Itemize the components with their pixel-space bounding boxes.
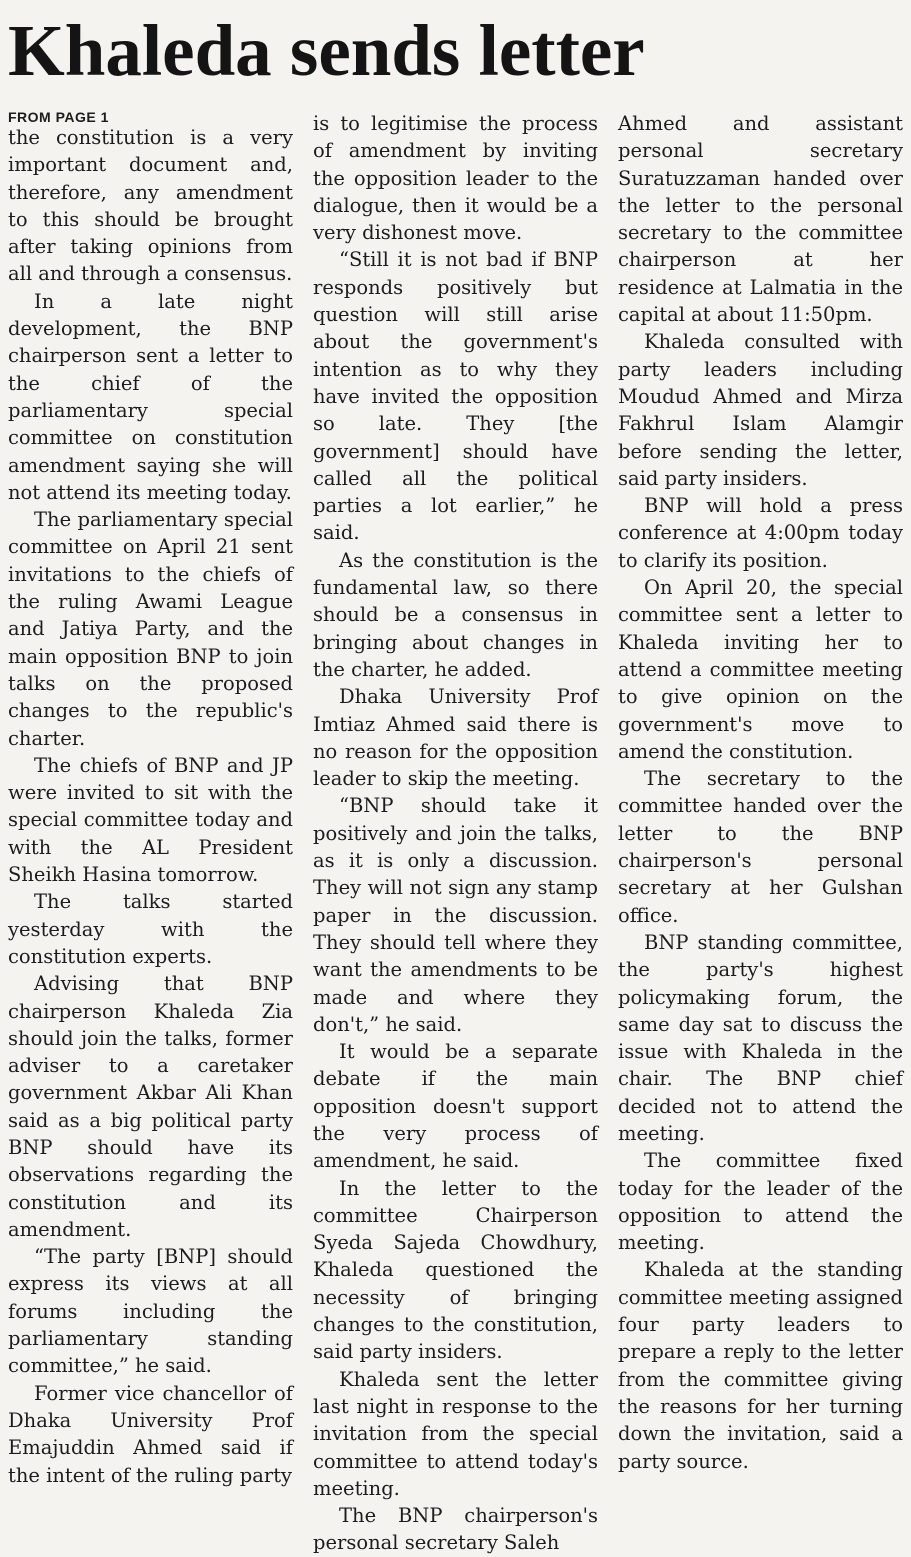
paragraph: “The party [BNP] should express its views at all forums including the parliamentary standing committee,” he said. xyxy=(8,1245,293,1378)
headline: Khaleda sends letter xyxy=(8,10,645,91)
paragraph: On April 20, the special committee sent a letter to Khaleda inviting her to attend a committee meeting to give opinion on the government's move to amend the constitution. xyxy=(618,576,903,763)
column-3 xyxy=(618,110,903,1557)
paragraph: It would be a separate debate if the main opposition doesn't support the very process of amendment, he said. xyxy=(313,1040,598,1173)
paragraph: The BNP chairperson's personal secretary Saleh xyxy=(313,1504,598,1555)
paragraph: BNP will hold a press conference at 4:00pm today to clarify its position. xyxy=(618,494,903,572)
paragraph: BNP standing committee, the party's highest policymaking forum, the same day sat to discuss the issue with Khaleda in the chair. The BNP chief decided not to attend the meeting. xyxy=(618,930,903,1145)
paragraph: is to legitimise the process of amendment by inviting the opposition leader to the dialogue, then it would be a very dishonest move. xyxy=(313,112,598,245)
paragraph: Former vice chancellor of Dhaka University Prof Emajuddin Ahmed said if the intent of the ruling party xyxy=(8,1381,293,1487)
paragraph: The committee fixed today for the leader of the opposition to attend the meeting. xyxy=(618,1149,903,1255)
paragraph: Khaleda at the standing committee meeting assigned four party leaders to prepare a reply to the letter from the committee giving the reasons for her turning down the invitation, said a party source. xyxy=(618,1258,903,1473)
paragraph: The chiefs of BNP and JP were invited to sit with the special committee today and with the AL President Sheikh Hasina tomorrow. xyxy=(8,753,293,887)
paragraph: The talks started yesterday with the constitution experts. xyxy=(8,890,293,968)
article-body xyxy=(8,110,903,1557)
paragraph: The parliamentary special committee on April 21 sent invitations to the chiefs of the ruling Awami League and Jatiya Party, and the main opposition BNP to join talks on the proposed changes to the republic's charter. xyxy=(8,508,293,750)
paragraph: As the constitution is the fundamental law, so there should be a consensus in bringing about changes in the charter, he added. xyxy=(313,548,598,681)
paragraph: “Still it is not bad if BNP responds positively but question will still arise about the government's intention as to why they have invited the opposition so late. They [the government] should have called all the political parties a lot earlier,” he said. xyxy=(313,248,598,545)
column-1 xyxy=(8,110,293,1557)
paragraph: In a late night development, the BNP chairperson sent a letter to the chief of the parliamentary special committee on constitution amendment saying she will not attend its meeting today. xyxy=(8,289,293,504)
paragraph: Khaleda sent the letter last night in response to the invitation from the special committee to attend today's meeting. xyxy=(313,1367,598,1500)
paragraph: Ahmed and assistant personal secretary Suratuzzaman handed over the letter to the personal secretary to the committee chairperson at her residence at Lalmatia in the capital at about 11:50pm. xyxy=(618,112,903,327)
column-2 xyxy=(313,110,598,1557)
paragraph: In the letter to the committee Chairperson Syeda Sajeda Chowdhury, Khaleda questioned the necessity of bringing changes to the constitution, said party insiders. xyxy=(313,1176,598,1364)
paragraph: Dhaka University Prof Imtiaz Ahmed said there is no reason for the opposition leader to skip the meeting. xyxy=(313,685,598,791)
paragraph: the constitution is a very important document and, therefore, any amendment to this should be brought after taking opinions from all and through a consensus. xyxy=(8,126,293,286)
kicker: FROM PAGE 1 xyxy=(8,109,109,125)
paragraph: “BNP should take it positively and join the talks, as it is only a discussion. They will not sign any stamp paper in the discussion. They should tell where they want the amendments to be made and where they don't,” he said. xyxy=(313,794,598,1036)
paragraph: Advising that BNP chairperson Khaleda Zia should join the talks, former adviser to a caretaker government Akbar Ali Khan said as a big political party BNP should have its observations regarding the constitution and its amendment. xyxy=(8,972,293,1241)
paragraph: Khaleda consulted with party leaders including Moudud Ahmed and Mirza Fakhrul Islam Alamgir before sending the letter, said party insiders. xyxy=(618,330,903,490)
paragraph: The secretary to the committee handed over the letter to the BNP chairperson's personal secretary at her Gulshan office. xyxy=(618,767,903,927)
